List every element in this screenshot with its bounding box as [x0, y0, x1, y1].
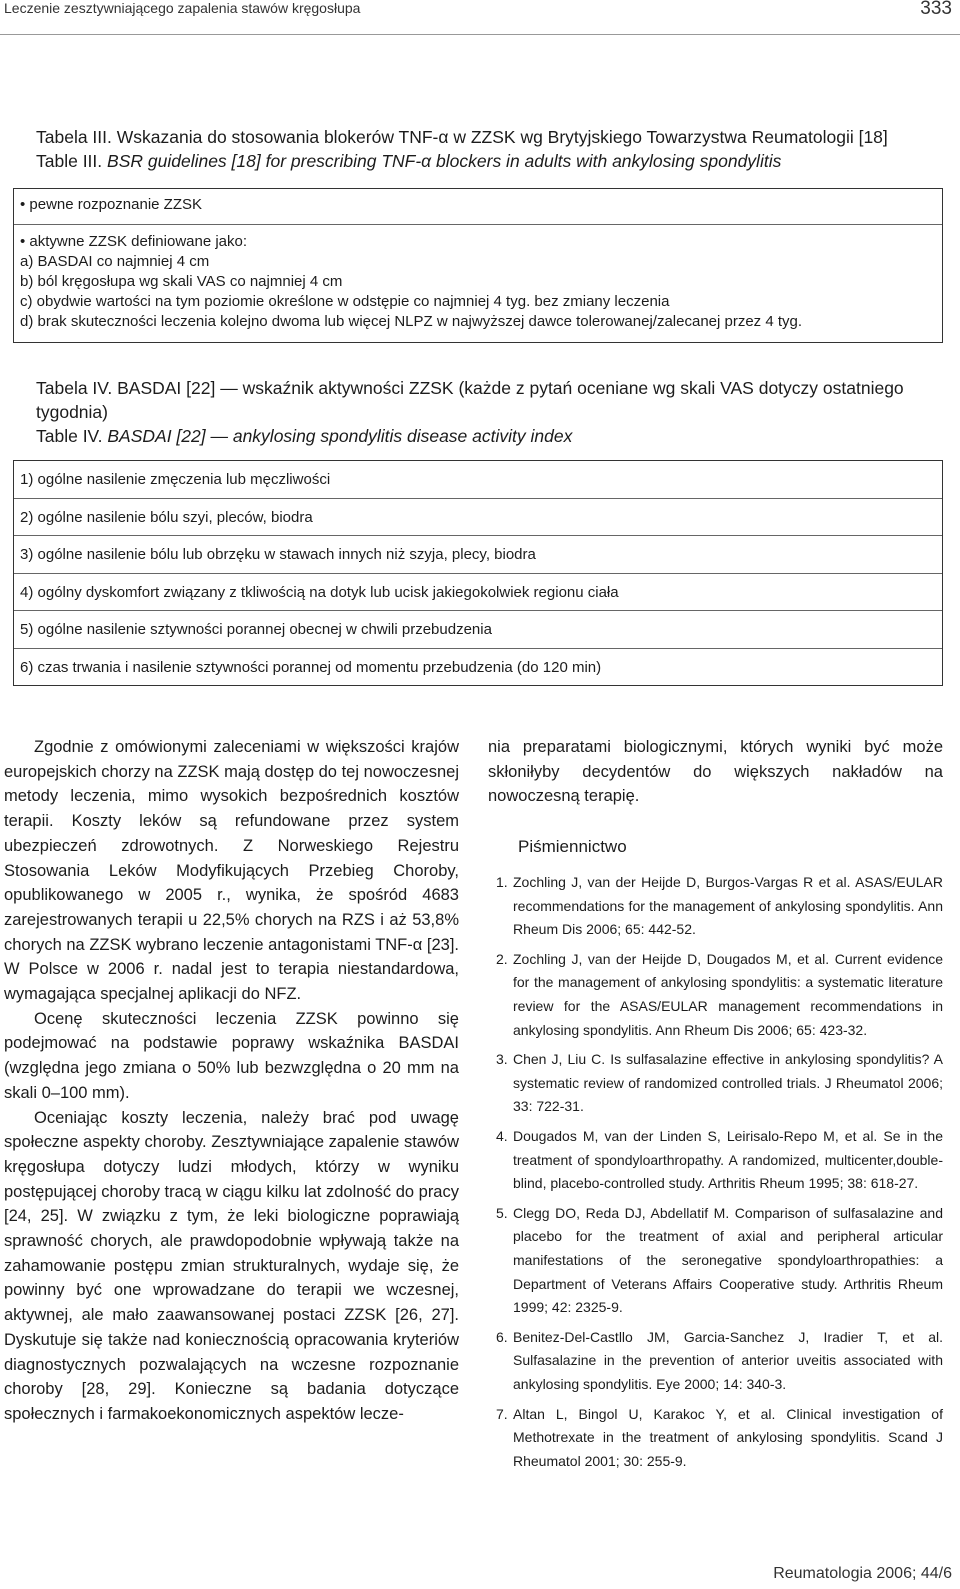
reference-number: 7.: [496, 1405, 508, 1422]
table3-item-2-b: b) ból kręgosłupa wg skali VAS co najmniej 4 cm: [20, 273, 343, 290]
table3-label-pl: Tabela III.: [36, 127, 112, 147]
table4-caption: [36, 376, 956, 448]
reference-number: 1.: [496, 874, 508, 891]
table3-caption-en: [36, 149, 956, 173]
references-list: [488, 871, 943, 1473]
reference-text: Chen J, Liu C. Is sulfasalazine effective in ankylosing spondylitis? A systematic review of randomized controlled trials. J Rheumatol 2006; 33: 722-31.: [513, 1051, 943, 1115]
table3-label-en: Table III.: [36, 151, 103, 171]
table4-label-pl: Tabela IV.: [36, 378, 113, 398]
reference-item: [488, 1048, 943, 1119]
table3-caption: [36, 125, 956, 173]
references-title: Piśmiennictwo: [518, 837, 627, 857]
reference-text: Clegg DO, Reda DJ, Abdellatif M. Comparison of sulfasalazine and placebo for the treatment of axial and peripheral articular manifestations of the seronegative spondyloarthropathies: a Department of Veterans Affairs Cooperative study. Arthritis Rheum 1999; 42: 2325-9.: [513, 1204, 943, 1316]
reference-number: 5.: [496, 1204, 508, 1221]
reference-item: [488, 1202, 943, 1320]
footer-journal: Reumatologia 2006; 44/6: [773, 1565, 952, 1582]
table3-title-pl: Wskazania do stosowania blokerów TNF-α w ZZSK wg Brytyjskiego Towarzystwa Reumatologii [18]: [116, 127, 888, 147]
table3-item-2-d: d) brak skuteczności leczenia kolejno dwoma lub więcej NLPZ w najwyższej dawce tolerowanej/zalecanej przez 4 tyg.: [20, 313, 803, 330]
reference-number: 3.: [496, 1051, 508, 1068]
table3-box: [13, 188, 943, 343]
running-title: Leczenie zesztywniającego zapalenia stawów kręgosłupa: [4, 0, 361, 16]
table3-item-2-c: c) obydwie wartości na tym poziomie określone w odstępie co najmniej 4 tyg. bez zmiany leczenia: [20, 293, 670, 310]
header-rule: [0, 34, 960, 35]
page-number: 333: [920, 0, 952, 19]
table4-row: 6) czas trwania i nasilenie sztywności porannej od momentu przebudzenia (do 120 min): [20, 658, 602, 676]
table4-row: 2) ogólne nasilenie bólu szyi, pleców, biodra: [14, 499, 942, 537]
body-paragraph-3-continued: nia preparatami biologicznymi, których wyniki być może skłoniłyby decydentów do większych nakładów na nowoczesną terapię.: [488, 738, 943, 806]
table3-divider: [14, 224, 942, 225]
table4-row: 5) ogólne nasilenie sztywności porannej obecnej w chwili przebudzenia: [14, 611, 942, 649]
reference-number: 4.: [496, 1128, 508, 1145]
table4-title-en: BASDAI [22] — ankylosing spondylitis disease activity index: [107, 426, 573, 446]
table3-item-1: • pewne rozpoznanie ZZSK: [20, 196, 203, 213]
reference-item: [488, 1125, 943, 1196]
reference-item: [488, 1403, 943, 1474]
table3-item-2-head: • aktywne ZZSK definiowane jako:: [20, 233, 248, 250]
reference-text: Altan L, Bingol U, Karakoc Y, et al. Clinical investigation of Methotrexate in the treatment of ankylosing spondylitis. Scand J Rheumatol 2001; 30: 255-9.: [513, 1405, 943, 1469]
reference-item: [488, 948, 943, 1042]
reference-text: Benitez-Del-Castllo JM, Garcia-Sanchez J, Iradier T, et al. Sulfasalazine in the prevention of anterior uveitis associated with ankylosing spondylitis. Eye 2000; 14: 340-3.: [513, 1328, 943, 1392]
page-header: [0, 0, 960, 38]
body-left-column: [4, 735, 459, 1427]
reference-text: Zochling J, van der Heijde D, Dougados M, et al. Current evidence for the management of ankylosing spondylitis: a systematic literature review for the ASAS/EULAR management recommendations in ankylosing spondylitis. Ann Rheum Dis 2006; 65: 423-32.: [513, 950, 943, 1038]
reference-number: 2.: [496, 950, 508, 967]
table3-item-2: [20, 232, 802, 332]
body-paragraph-3: Oceniając koszty leczenia, należy brać pod uwagę społeczne aspekty choroby. Zesztywniające zapalenie stawów kręgosłupa dotyczy ludzi młodych, którzy w wyniku postępującej choroby tracą w ciągu kilku lat zdolność do pracy [24, 25]. W związku z tym, że leki biologiczne poprawiają sprawność chorych, ale prawdopodobnie wpływają także na zahamowanie postępu zmian strukturalnych, wydaje się, że powinny być one wprowadzane do terapii we wczesnej, aktywnej, ale mało zaawansowanej postaci ZZSK [26, 27]. Dyskutuje się także nad koniecznością opracowania kryteriów diagnostycznych pozwalających na wczesne rozpoznanie choroby [28, 29]. Konieczne są badania dotyczące społecznych i farmakoekonomicznych aspektów lecze-: [4, 1108, 459, 1423]
body-paragraph-2: Ocenę skuteczności leczenia ZZSK powinno się podejmować na podstawie poprawy wskaźnika BASDAI (względna jego zmiana o 50% lub bezwzględna o 20 mm na skali 0–100 mm).: [4, 1009, 459, 1102]
reference-text: Dougados M, van der Linden S, Leirisalo-Repo M, et al. Se in the treatment of spondyloarthropathy. A randomized, multicenter,double-blind, placebo-controlled study. Arthritis Rheum 1995; 38: 618-27.: [513, 1128, 943, 1192]
reference-number: 6.: [496, 1328, 508, 1345]
body-right-column: [488, 735, 943, 1479]
table4-row: 1) ogólne nasilenie zmęczenia lub męczliwości: [14, 461, 942, 499]
table4-caption-pl: [36, 376, 956, 424]
reference-item: [488, 1326, 943, 1397]
table4-row: 3) ogólne nasilenie bólu lub obrzęku w stawach innych niż szyja, plecy, biodra: [14, 536, 942, 574]
table4-row: 4) ogólny dyskomfort związany z tkliwością na dotyk lub ucisk jakiegokolwiek regionu ciała: [14, 574, 942, 612]
table4-box: [13, 460, 943, 686]
table3-item-2-a: a) BASDAI co najmniej 4 cm: [20, 253, 210, 270]
table4-caption-en: [36, 424, 956, 448]
table4-label-en: Table IV.: [36, 426, 103, 446]
table4-title-pl: BASDAI [22] — wskaźnik aktywności ZZSK (każde z pytań oceniane wg skali VAS dotyczy ostatniego tygodnia): [36, 378, 904, 422]
reference-text: Zochling J, van der Heijde D, Burgos-Vargas R et al. ASAS/EULAR recommendations for the management of ankylosing spondylitis. Ann Rheum Dis 2006; 65: 442-52.: [513, 874, 943, 938]
table3-title-en: BSR guidelines [18] for prescribing TNF-α blockers in adults with ankylosing spondylitis: [107, 151, 782, 171]
body-paragraph-1: Zgodnie z omówionymi zaleceniami w większości krajów europejskich chorzy na ZZSK mają dostęp do tej nowoczesnej metody leczenia, mimo wysokich bezpośrednich kosztów terapii. Koszty leków są refundowane przez system ubezpieczeń zdrowotnych. Z Norweskiego Rejestru Stosowania Leków Modyfikujących Przebieg Choroby, opublikowanego w 2005 r., wynika, że spośród 4683 zarejestrowanych terapii u 22,5% chorych na RZS i aż 53,8% chorych na ZZSK wybrano leczenie antagonistami TNF-α [23]. W Polsce w 2006 r. nadal jest to terapia niestandardowa, wymagająca specjalnej aplikacji do NFZ.: [4, 738, 459, 1004]
table3-caption-pl: [36, 125, 956, 149]
reference-item: [488, 871, 943, 942]
